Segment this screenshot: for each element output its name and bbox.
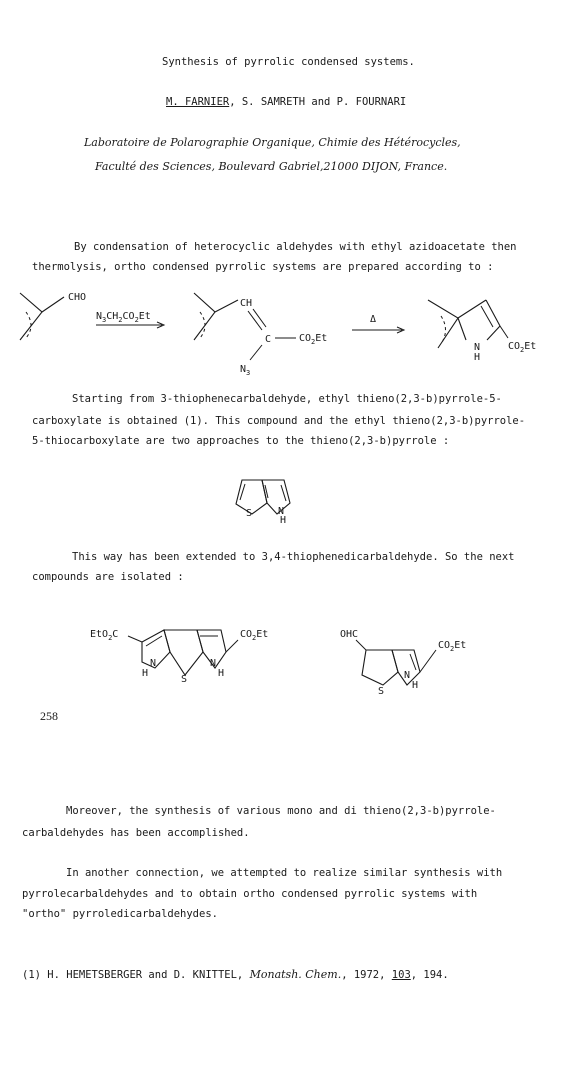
s-label: S (246, 508, 253, 519)
para2-line-2: carboxylate is obtained (1). This compound and the ethyl thieno(2,3-b)pyrrole- (32, 415, 526, 427)
reference-authors: (1) H. HEMETSBERGER and D. KNITTEL, (22, 969, 244, 981)
para4-line-1: Moreover, the synthesis of various mono and di thieno(2,3-b)pyrrole- (66, 805, 496, 817)
ohc-label: OHC (340, 629, 359, 640)
para3-line-1: This way has been extended to 3,4-thiophenedicarbaldehyde. So the next (72, 551, 515, 563)
bicyclic-s-label: S (378, 686, 385, 697)
para5-line-2: pyrrolecarbaldehydes and to obtain ortho condensed pyrrolic systems with (22, 888, 478, 900)
azide-label: $N_3$ (240, 364, 251, 377)
para2-line-3: 5-thiocarboxylate are two approaches to the thieno(2,3-b)pyrrole : (32, 435, 450, 447)
para1-line-2: thermolysis, ortho condensed pyrrolic systems are prepared according to : (32, 261, 494, 273)
vinyl-c-label: C (265, 334, 272, 345)
lead-author: M. FARNIER (166, 96, 230, 108)
bicyclic-n-label: N (404, 670, 411, 681)
h-label: H (280, 515, 287, 526)
right-h-label: H (218, 668, 225, 679)
affiliation-line-1: Laboratoire de Polarographie Organique, Chimie des Hétérocycles, (84, 136, 461, 149)
tricyclic-s-label: S (181, 674, 188, 685)
bicyclic-h-label: H (412, 680, 419, 691)
reference-pages: , 194. (410, 969, 449, 981)
affiliation-line-2: Faculté des Sciences, Boulevard Gabriel,21000 DIJON, France. (95, 160, 448, 173)
reference-year: , 1972, (341, 969, 386, 981)
left-ester-label: EtO$_2$C (90, 629, 119, 642)
paper-title: Synthesis of pyrrolic condensed systems. (162, 56, 415, 68)
product-ester-label: $CO_2Et$ (508, 341, 537, 354)
para2-line-1: Starting from 3-thiophenecarbaldehyde, ethyl thieno(2,3-b)pyrrole-5- (72, 393, 502, 405)
right-ester-label: $CO_2Et$ (240, 629, 269, 642)
para5-line-3: "ortho" pyrroledicarbaldehydes. (22, 908, 218, 920)
reference (22, 969, 449, 981)
para1-line-1: By condensation of heterocyclic aldehydes with ethyl azidoacetate then (74, 241, 517, 253)
n-label: N (278, 506, 285, 517)
product-n-label: N (474, 342, 481, 353)
left-h-label: H (142, 668, 149, 679)
para4-line-2: carbaldehydes has been accomplished. (22, 827, 250, 839)
product-h-label: H (474, 352, 481, 363)
ester2-label: $CO_2Et$ (438, 640, 467, 653)
reagent-label: $N_3CH_2CO_2Et$ (96, 311, 151, 324)
left-n-label: N (150, 658, 157, 669)
para5-line-1: In another connection, we attempted to realize similar synthesis with (66, 867, 503, 879)
co-authors: , S. SAMRETH and P. FOURNARI (229, 96, 407, 108)
para3-line-2: compounds are isolated : (32, 571, 184, 583)
heat-label: Δ (370, 314, 377, 325)
reference-volume: 103 (391, 969, 411, 981)
reference-journal: Monatsh. Chem. (249, 968, 342, 981)
page-number: 258 (40, 709, 58, 723)
vinyl-ch-label: CH (240, 298, 253, 309)
aldehyde-label: CHO (68, 292, 87, 303)
ester-label: $CO_2Et$ (299, 333, 328, 346)
right-n-label: N (210, 658, 217, 669)
